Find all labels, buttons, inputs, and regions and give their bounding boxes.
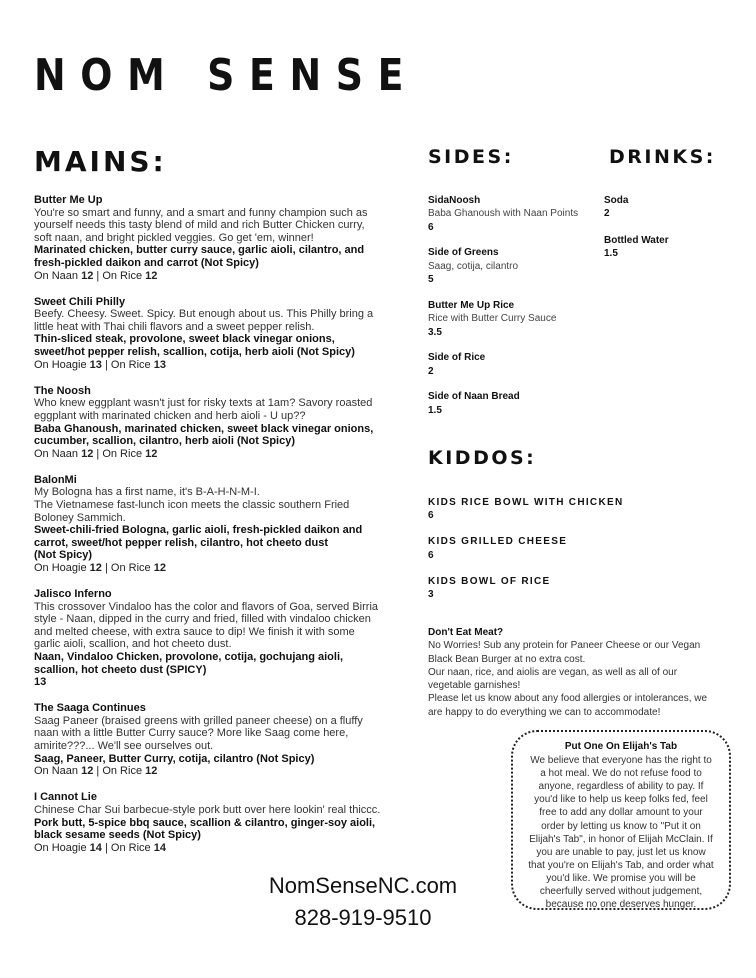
drink-name: Bottled Water: [604, 234, 669, 246]
item-name: The Saaga Continues: [34, 702, 146, 715]
side-name: Butter Me Up Rice: [428, 299, 515, 311]
item-ingredients: [34, 524, 406, 562]
tab-line: We believe that everyone has the right to: [530, 755, 712, 767]
price-value: 13: [153, 358, 166, 371]
elijahs-tab-box: [511, 730, 731, 910]
side-name: Side of Greens: [428, 247, 499, 259]
item-description: [34, 486, 406, 524]
desc-line: little heat with Thai chili flavors and a sweet pepper relish.: [34, 320, 315, 333]
tab-line: a hot meal. We do not refuse food to: [540, 768, 702, 780]
price-value: 14: [89, 841, 102, 854]
side-item: [428, 390, 598, 417]
item-name: Jalisco Inferno: [34, 588, 112, 601]
ingredient-line: Marinated chicken, butter curry sauce, garlic aioli, cilantro, and: [34, 244, 365, 257]
kids-item-price: 3: [428, 589, 434, 601]
drinks-heading: DRINKS:: [609, 146, 716, 168]
price-value: 14: [153, 841, 166, 854]
side-price: 1.5: [428, 404, 442, 416]
ingredient-line: carrot, sweet/hot pepper relish, cilantro, hot cheeto dust: [34, 536, 328, 549]
price-value: 12: [81, 447, 94, 460]
kids-item-price: 6: [428, 549, 434, 561]
side-description: Baba Ghanoush with Naan Points: [428, 208, 579, 220]
ingredient-line: Thin-sliced steak, provolone, sweet black vinegar onions,: [34, 333, 335, 346]
drinks-list: [604, 194, 744, 274]
desc-line: My Bologna has a first name, it's B-A-H-N-M-I.: [34, 486, 260, 499]
kids-item-price: 6: [428, 510, 434, 522]
ingredient-line: cucumber, scallion, cilantro, herb aioli (Not Spicy): [34, 435, 296, 448]
side-description: Saag, cotija, cilantro: [428, 260, 519, 272]
kids-item-name: KIDS BOWL OF RICE: [428, 575, 551, 587]
desc-line: amirite???... We'll see ourselves out.: [34, 740, 214, 753]
item-ingredients: [34, 423, 406, 448]
menu-item: [34, 296, 406, 372]
ingredient-line: Saag, Paneer, Butter Curry, cotija, cilantro (Not Spicy): [34, 752, 315, 765]
side-item: [428, 194, 598, 234]
desc-line: naan with a little Butter Curry sauce? More like Saag come here,: [34, 727, 349, 740]
item-ingredients: [34, 753, 406, 766]
kids-item: [428, 575, 748, 602]
ingredient-line: (Not Spicy): [34, 549, 93, 562]
price-label: On Hoagie: [34, 358, 87, 371]
item-description: [34, 804, 406, 817]
desc-line: Chinese Char Sui barbecue-style pork butt over here lookin' real thiccc.: [34, 803, 381, 816]
item-price: On Naan 12 | On Rice 12: [34, 765, 158, 778]
kiddos-heading: KIDDOS:: [428, 447, 537, 469]
ingredient-line: 13: [34, 676, 47, 689]
kids-item: [428, 535, 748, 562]
mains-heading: MAINS:: [34, 145, 167, 178]
side-price: 2: [428, 365, 434, 377]
item-price: On Hoagie 13 | On Rice 13: [34, 358, 166, 371]
item-price: On Naan 12 | On Rice 12: [34, 447, 158, 460]
vegetarian-note-title: Don't Eat Meat?: [428, 627, 504, 638]
side-name: Side of Naan Bread: [428, 391, 520, 403]
item-ingredients: [34, 244, 406, 269]
tab-line: that you're on Elijah's Tab, and order what: [528, 859, 714, 871]
side-name: SidaNoosh: [428, 195, 481, 206]
price-label: On Rice: [110, 358, 151, 371]
desc-line: You're so smart and funny, and a smart and funny champion such as: [34, 206, 368, 219]
price-value: 12: [81, 269, 94, 282]
desc-line: eggplant with marinated chicken and herb aioli - U up??: [34, 409, 306, 422]
desc-line: Saag Paneer (braised greens with grilled paneer cheese) on a fluffy: [34, 714, 363, 727]
kids-item-name: KIDS GRILLED CHEESE: [428, 536, 568, 548]
kiddos-list: [428, 496, 748, 614]
vegetarian-note: [428, 626, 738, 719]
kids-item: [428, 496, 748, 523]
sides-heading: SIDES:: [428, 146, 514, 168]
side-item: [428, 351, 598, 378]
mains-list: [34, 194, 406, 868]
tab-line: Elijah's Tab", in honor of Elijah McClain. If: [529, 833, 713, 845]
restaurant-name: NOM SENSE: [34, 50, 419, 101]
phone-number[interactable]: 828-919-9510: [294, 905, 432, 930]
drink-price: 2: [604, 208, 610, 220]
item-description: [34, 601, 406, 651]
side-item: [428, 246, 598, 286]
note-line: are happy to do everything we can to accommodate!: [428, 706, 661, 718]
item-name: BalonMi: [34, 473, 77, 486]
price-value: 12: [89, 561, 102, 574]
sides-list: [428, 194, 598, 429]
note-line: No Worries! Sub any protein for Paneer Cheese or our Vegan: [428, 640, 701, 652]
kids-item-name: KIDS RICE BOWL WITH CHICKEN: [428, 497, 624, 508]
menu-item: [34, 385, 406, 461]
side-name: Side of Rice: [428, 352, 486, 364]
item-ingredients: [34, 333, 406, 358]
desc-line: garlic aioli, scallion, and hot cheeto dust.: [34, 638, 232, 651]
note-line: vegetable garnishes!: [428, 680, 521, 692]
ingredient-line: sweet/hot pepper relish, scallion, cotija, herb aioli (Not Spicy): [34, 346, 355, 359]
item-price: On Hoagie 14 | On Rice 14: [34, 841, 166, 854]
menu-item: [34, 702, 406, 778]
tab-line: free to add any dollar amount to your: [539, 807, 703, 819]
item-ingredients: [34, 651, 406, 689]
item-ingredients: [34, 817, 406, 842]
note-line: Black Bean Burger at no extra cost.: [428, 653, 586, 665]
price-label: On Rice: [102, 447, 143, 460]
side-item: [428, 299, 598, 339]
menu-item: [34, 791, 406, 854]
ingredient-line: Naan, Vindaloo Chicken, provolone, cotija, gochujang aioli,: [34, 651, 344, 663]
side-price: 6: [428, 221, 434, 233]
price-label: On Rice: [102, 765, 143, 778]
tab-line: order by letting us know to "Put it on: [541, 820, 701, 832]
drink-name: Soda: [604, 195, 629, 206]
tab-line: cheerfully served without judgement,: [539, 886, 703, 898]
price-value: 12: [145, 269, 158, 282]
menu-item: [34, 474, 406, 575]
ingredient-line: fresh-pickled daikon and carrot (Not Spicy): [34, 256, 259, 269]
item-name: Sweet Chili Philly: [34, 295, 126, 308]
item-name: Butter Me Up: [34, 194, 103, 206]
elijahs-tab-title: Put One On Elijah's Tab: [564, 741, 678, 752]
item-description: [34, 715, 406, 753]
drink-item: [604, 234, 744, 261]
tab-line: you are unable to pay, just let us know: [536, 846, 706, 858]
item-description: [34, 308, 406, 333]
website-link[interactable]: NomSenseNC.com: [268, 873, 458, 898]
price-value: 13: [89, 358, 102, 371]
note-line: Please let us know about any food allergies or intolerances, we: [428, 693, 708, 705]
price-label: On Naan: [34, 765, 79, 778]
item-description: [34, 397, 406, 422]
ingredient-line: Pork butt, 5-spice bbq sauce, scallion & cilantro, ginger-soy aioli,: [34, 816, 376, 829]
side-price: 5: [428, 274, 434, 286]
item-price: On Hoagie 12 | On Rice 12: [34, 561, 166, 574]
item-price: On Naan 12 | On Rice 12: [34, 269, 158, 282]
desc-line: Who knew eggplant wasn't just for risky texts at 1am? Savory roasted: [34, 397, 373, 410]
side-price: 3.5: [428, 326, 442, 338]
desc-line: Boloney Sammich.: [34, 511, 126, 524]
note-line: Our naan, rice, and aiolis are vegan, as well as all of our: [428, 666, 678, 678]
side-description: Rice with Butter Curry Sauce: [428, 313, 557, 325]
item-description: [34, 207, 406, 245]
price-value: 12: [145, 447, 158, 460]
desc-line: The Vietnamese fast-lunch icon meets the classic southern Fried: [34, 498, 350, 511]
tab-line: you'd like. We promise you will be: [546, 872, 696, 884]
menu-item: [34, 588, 406, 689]
tab-line: anyone, regardless of ability to pay. If: [538, 781, 704, 793]
desc-line: soft naan, and bright pickled veggies. Go get 'em, winner!: [34, 231, 314, 244]
menu-item: [34, 194, 406, 282]
price-label: On Rice: [102, 269, 143, 282]
ingredient-line: Baba Ghanoush, marinated chicken, sweet black vinegar onions,: [34, 422, 374, 435]
tab-line: you'd like to help us keep folks fed, feel: [534, 794, 708, 806]
desc-line: This crossover Vindaloo has the color and flavors of Goa, served Birria: [34, 600, 379, 613]
desc-line: Beefy. Cheesy. Sweet. Spicy. But enough about us. This Philly bring a: [34, 308, 374, 321]
price-label: On Hoagie: [34, 561, 87, 574]
desc-line: style - Naan, dipped in the curry and fried, filled with vindaloo chicken: [34, 613, 371, 626]
item-name: The Noosh: [34, 384, 91, 397]
price-label: On Rice: [110, 841, 151, 854]
price-value: 12: [81, 765, 94, 778]
desc-line: yourself needs this tasty blend of mild and rich Butter Chicken curry,: [34, 219, 365, 232]
ingredient-line: black sesame seeds (Not Spicy): [34, 829, 201, 842]
price-value: 12: [153, 561, 166, 574]
price-label: On Naan: [34, 447, 79, 460]
drink-price: 1.5: [604, 248, 618, 260]
ingredient-line: Sweet-chili-fried Bologna, garlic aioli, fresh-pickled daikon and: [34, 524, 363, 537]
ingredient-line: scallion, hot cheeto dust (SPICY): [34, 663, 207, 676]
price-label: On Naan: [34, 269, 79, 282]
price-value: 12: [145, 765, 158, 778]
desc-line: and melted cheese, with extra sauce to dip! We finish it with some: [34, 625, 355, 638]
price-label: On Hoagie: [34, 841, 87, 854]
item-name: I Cannot Lie: [34, 791, 97, 804]
drink-item: [604, 194, 744, 221]
price-label: On Rice: [110, 561, 151, 574]
tab-line: because no one deserves hunger.: [545, 899, 697, 911]
